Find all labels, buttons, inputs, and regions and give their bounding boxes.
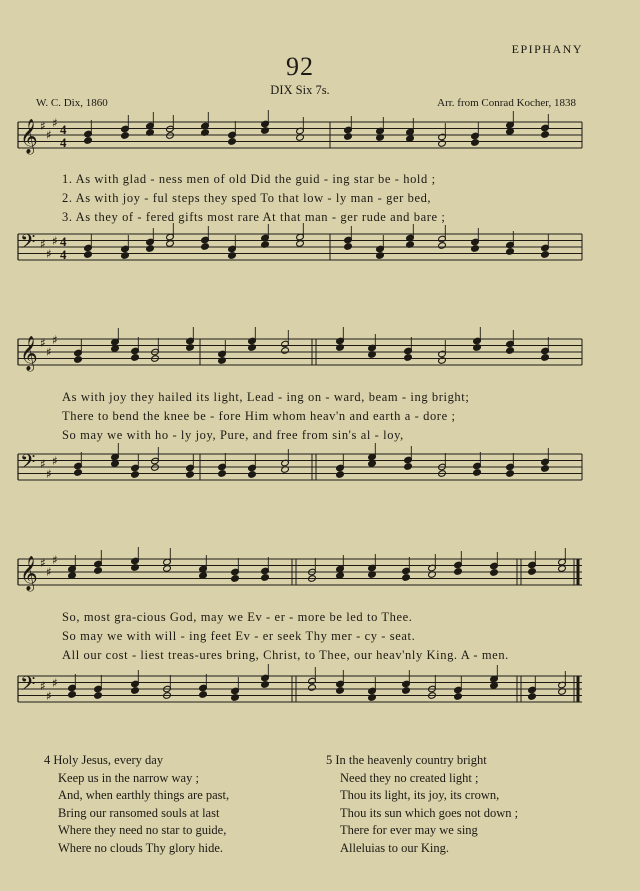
note-head (336, 471, 345, 479)
sharp-icon: ♯ (52, 676, 58, 690)
note-head (131, 354, 140, 362)
sharp-icon: ♯ (52, 333, 58, 347)
note-head (541, 354, 550, 362)
bass-staff (0, 450, 640, 500)
bass-clef-icon: 𝄢 (20, 450, 36, 478)
note-head (146, 245, 155, 253)
sharp-icon: ♯ (40, 119, 46, 133)
composer-credit: Arr. from Conrad Kocher, 1838 (437, 97, 576, 109)
note-head (261, 681, 270, 689)
note-head (151, 464, 160, 472)
note-head (261, 574, 270, 582)
treble-staff (0, 555, 640, 605)
treble-clef-icon: 𝄞 (20, 556, 38, 591)
note-head (131, 471, 140, 479)
lyric-line: All our cost - liest treas-ures bring, Christ, to Thee, our heav'nly King. A - men. (62, 648, 509, 662)
time-signature: 4 (60, 234, 67, 249)
sharp-icon: ♯ (46, 689, 52, 703)
verse-line: 4 Holy Jesus, every day (44, 753, 164, 767)
note-head (368, 694, 377, 702)
lyric-line: 2. As with joy - ful steps they sped To that low - ly man - ger bed, (62, 191, 432, 205)
note-head (201, 243, 210, 251)
section-label: EPIPHANY (511, 42, 583, 56)
sharp-icon: ♯ (46, 128, 52, 142)
note-head (528, 568, 537, 576)
note-head (131, 687, 140, 695)
sharp-icon: ♯ (40, 336, 46, 350)
note-head (473, 344, 482, 352)
note-head (404, 463, 413, 471)
note-head (261, 127, 270, 135)
note-head (376, 252, 385, 260)
note-head (228, 138, 237, 146)
sharp-icon: ♯ (46, 565, 52, 579)
lyric-line: 3. As they of - fered gifts most rare At that man - ger rude and bare ; (62, 210, 446, 224)
verse-4 (44, 752, 229, 857)
note-head (506, 347, 515, 355)
treble-clef-icon: 𝄞 (20, 336, 38, 371)
verse-line: Alleluias to our King. (340, 840, 450, 855)
note-head (336, 687, 345, 695)
note-head (94, 692, 103, 700)
time-signature: 4 (60, 135, 67, 150)
note-head (438, 242, 447, 250)
note-head (231, 575, 240, 583)
note-head (121, 252, 130, 260)
lyric-line: There to bend the knee be - fore Him whom heav'n and earth a - dore ; (62, 409, 456, 423)
note-head (186, 344, 195, 352)
verse-line: Thou its light, its joy, its crown, (340, 788, 500, 802)
note-head (541, 251, 550, 259)
treble-clef-icon: 𝄞 (20, 119, 38, 154)
sharp-icon: ♯ (52, 116, 58, 130)
lyric-line: So may we with ho - ly joy, Pure, and free from sin's al - loy, (62, 428, 404, 442)
note-head (84, 251, 93, 259)
note-head (199, 691, 208, 699)
note-head (121, 132, 130, 140)
treble-staff (0, 335, 640, 385)
verse-line: Keep us in the narrow way ; (58, 770, 199, 785)
lyric-line: So may we with will - ing feet Ev - er seek Thy mer - cy - seat. (62, 629, 416, 643)
note-head (218, 470, 227, 478)
note-head (473, 469, 482, 477)
note-head (336, 344, 345, 352)
note-head (231, 694, 240, 702)
treble-staff (0, 118, 640, 168)
note-head (74, 356, 83, 364)
bass-staff (0, 672, 640, 722)
verse-line: Bring our ransomed souls at last (58, 805, 220, 820)
verse-line: 5 In the heavenly country bright (326, 753, 487, 767)
note-head (84, 137, 93, 145)
bass-staff (0, 230, 640, 280)
note-head (490, 569, 499, 577)
note-head (94, 567, 103, 575)
note-head (344, 133, 353, 141)
verse-line: And, when earthly things are past, (58, 788, 230, 802)
note-head (528, 693, 537, 701)
note-head (248, 471, 257, 479)
note-head (248, 344, 257, 352)
note-head (228, 252, 237, 260)
sharp-icon: ♯ (52, 234, 58, 248)
tune-name: DIX Six 7s. (270, 83, 330, 97)
hymn-number: 92 (286, 52, 314, 81)
verse-line: Where no clouds Thy glory hide. (58, 840, 224, 855)
note-head (541, 131, 550, 139)
sharp-icon: ♯ (52, 454, 58, 468)
sharp-icon: ♯ (40, 237, 46, 251)
note-head (454, 693, 463, 701)
note-head (506, 248, 515, 256)
bass-clef-icon: 𝄢 (20, 672, 36, 700)
note-head (438, 357, 447, 365)
verse-line: Where they need no star to guide, (58, 823, 227, 837)
note-head (402, 687, 411, 695)
sharp-icon: ♯ (40, 556, 46, 570)
verse-5 (326, 752, 518, 857)
note-head (541, 465, 550, 473)
note-head (404, 354, 413, 362)
lyric-line: As with joy they hailed its light, Lead - ing on - ward, beam - ing bright; (62, 390, 470, 404)
note-head (68, 691, 77, 699)
note-head (218, 357, 227, 365)
note-head (506, 470, 515, 478)
sharp-icon: ♯ (52, 553, 58, 567)
note-head (344, 243, 353, 251)
sharp-icon: ♯ (40, 457, 46, 471)
note-head (281, 347, 290, 355)
note-head (438, 140, 447, 148)
bass-clef-icon: 𝄢 (20, 230, 36, 258)
note-head (186, 471, 195, 479)
sharp-icon: ♯ (46, 345, 52, 359)
sharp-icon: ♯ (46, 247, 52, 261)
note-head (166, 132, 175, 140)
sharp-icon: ♯ (46, 467, 52, 481)
sharp-icon: ♯ (40, 679, 46, 693)
verse-line: Thou its sun which goes not down ; (340, 805, 519, 820)
note-head (471, 245, 480, 253)
author-credit: W. C. Dix, 1860 (36, 97, 108, 109)
note-head (454, 568, 463, 576)
note-head (402, 574, 411, 582)
verse-line: There for ever may we sing (340, 823, 478, 837)
note-head (74, 469, 83, 477)
time-signature: 4 (60, 247, 67, 262)
note-head (471, 139, 480, 147)
verse-line: Need they no created light ; (340, 770, 479, 785)
lyric-line: 1. As with glad - ness men of old Did the guid - ing star be - hold ; (62, 172, 436, 186)
time-signature: 4 (60, 122, 67, 137)
lyric-line: So, most gra-cious God, may we Ev - er - more be led to Thee. (62, 610, 413, 624)
note-head (308, 684, 317, 692)
note-head (131, 564, 140, 572)
